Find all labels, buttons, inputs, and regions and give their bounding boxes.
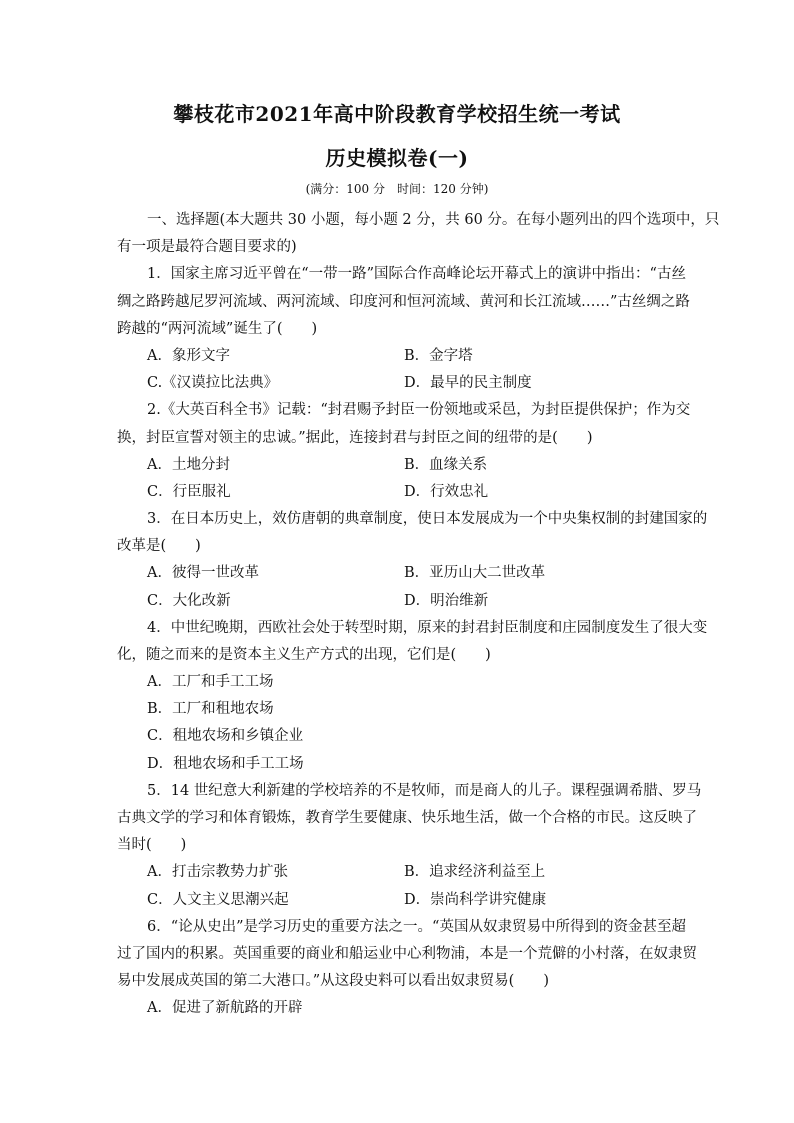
exam-meta: (满分：100 分 时间：120 分钟) [305, 182, 489, 196]
question-2-option-d: D．行效忠礼 [404, 484, 489, 500]
question-6-line3: 易中发展成英国的第二大港口。”从这段史料可以看出奴隶贸易( ) [117, 973, 549, 989]
question-5-option-b: B．追求经济利益至上 [404, 864, 546, 880]
question-4-option-b: B．工厂和租地农场 [147, 701, 274, 717]
question-5-option-c: C．人文主义思潮兴起 [147, 892, 289, 908]
question-5-line2: 古典文学的学习和体育锻炼，教育学生要健康、快乐地生活，做一个合格的市民。这反映了 [117, 810, 697, 826]
question-1-line3: 跨越的“两河流域”诞生了( ) [117, 321, 318, 337]
question-1-option-c: C.《汉谟拉比法典》 [147, 375, 279, 391]
question-3-option-b: B．亚历山大二世改革 [404, 565, 546, 581]
question-1-option-d: D．最早的民主制度 [404, 375, 532, 391]
question-4-option-d: D．租地农场和手工工场 [147, 756, 304, 772]
question-4-line2: 化，随之而来的是资本主义生产方式的出现，它们是( ) [117, 647, 491, 663]
question-2-line1: 2.《大英百科全书》记载：“封君赐予封臣一份领地或采邑，为封臣提供保护；作为交 [147, 402, 691, 418]
section-instruction-line2: 有一项是最符合题目要求的) [117, 239, 297, 255]
question-5-line1: 5．14 世纪意大利新建的学校培养的不是牧师，而是商人的儿子。课程强调希腊、罗马 [147, 783, 702, 799]
question-4-line1: 4．中世纪晚期，西欧社会处于转型时期，原来的封君封臣制度和庄园制度发生了很大变 [147, 620, 708, 636]
question-4-option-a: A．工厂和手工工场 [147, 674, 274, 690]
question-3-line2: 改革是( ) [117, 538, 201, 554]
question-5-option-d: D．崇尚科学讲究健康 [404, 892, 547, 908]
question-2-option-a: A．土地分封 [147, 457, 230, 473]
question-1-line2: 绸之路跨越尼罗河流域、两河流域、印度河和恒河流域、黄河和长江流域……”古丝绸之路 [117, 294, 690, 310]
question-1-line1: 1．国家主席习近平曾在“一带一路”国际合作高峰论坛开幕式上的演讲中指出：“古丝 [147, 266, 686, 282]
question-6-line1: 6．“论从史出”是学习历史的重要方法之一。“英国从奴隶贸易中所得到的资金甚至超 [147, 919, 686, 935]
question-2-option-c: C．行臣服礼 [147, 484, 231, 500]
question-3-option-a: A．彼得一世改革 [147, 565, 259, 581]
section-instruction-line1: 一、选择题(本大题共 30 小题，每小题 2 分，共 60 分。在每小题列出的四个选项中，只 [147, 212, 720, 228]
question-6-option-a: A．促进了新航路的开辟 [147, 1000, 303, 1016]
question-3-option-d: D．明治维新 [404, 593, 489, 609]
question-3-line1: 3．在日本历史上，效仿唐朝的典章制度，使日本发展成为一个中央集权制的封建国家的 [147, 511, 708, 527]
question-1-option-a: A．象形文字 [147, 348, 230, 364]
question-4-option-c: C．租地农场和乡镇企业 [147, 728, 304, 744]
question-2-line2: 换，封臣宣誓对领主的忠诚。”据此，连接封君与封臣之间的纽带的是( ) [117, 430, 593, 446]
exam-title: 攀枝花市2021年高中阶段教育学校招生统一考试 [173, 102, 621, 126]
question-5-option-a: A．打击宗教势力扩张 [147, 864, 288, 880]
question-3-option-c: C．大化改新 [147, 593, 231, 609]
question-5-line3: 当时( ) [117, 837, 187, 853]
exam-subtitle: 历史模拟卷(一) [325, 146, 469, 170]
question-6-line2: 过了国内的积累。英国重要的商业和船运业中心利物浦，本是一个荒僻的小村落，在奴隶贸 [117, 946, 697, 962]
question-2-option-b: B．血缘关系 [404, 457, 488, 473]
question-1-option-b: B．金字塔 [404, 348, 473, 364]
